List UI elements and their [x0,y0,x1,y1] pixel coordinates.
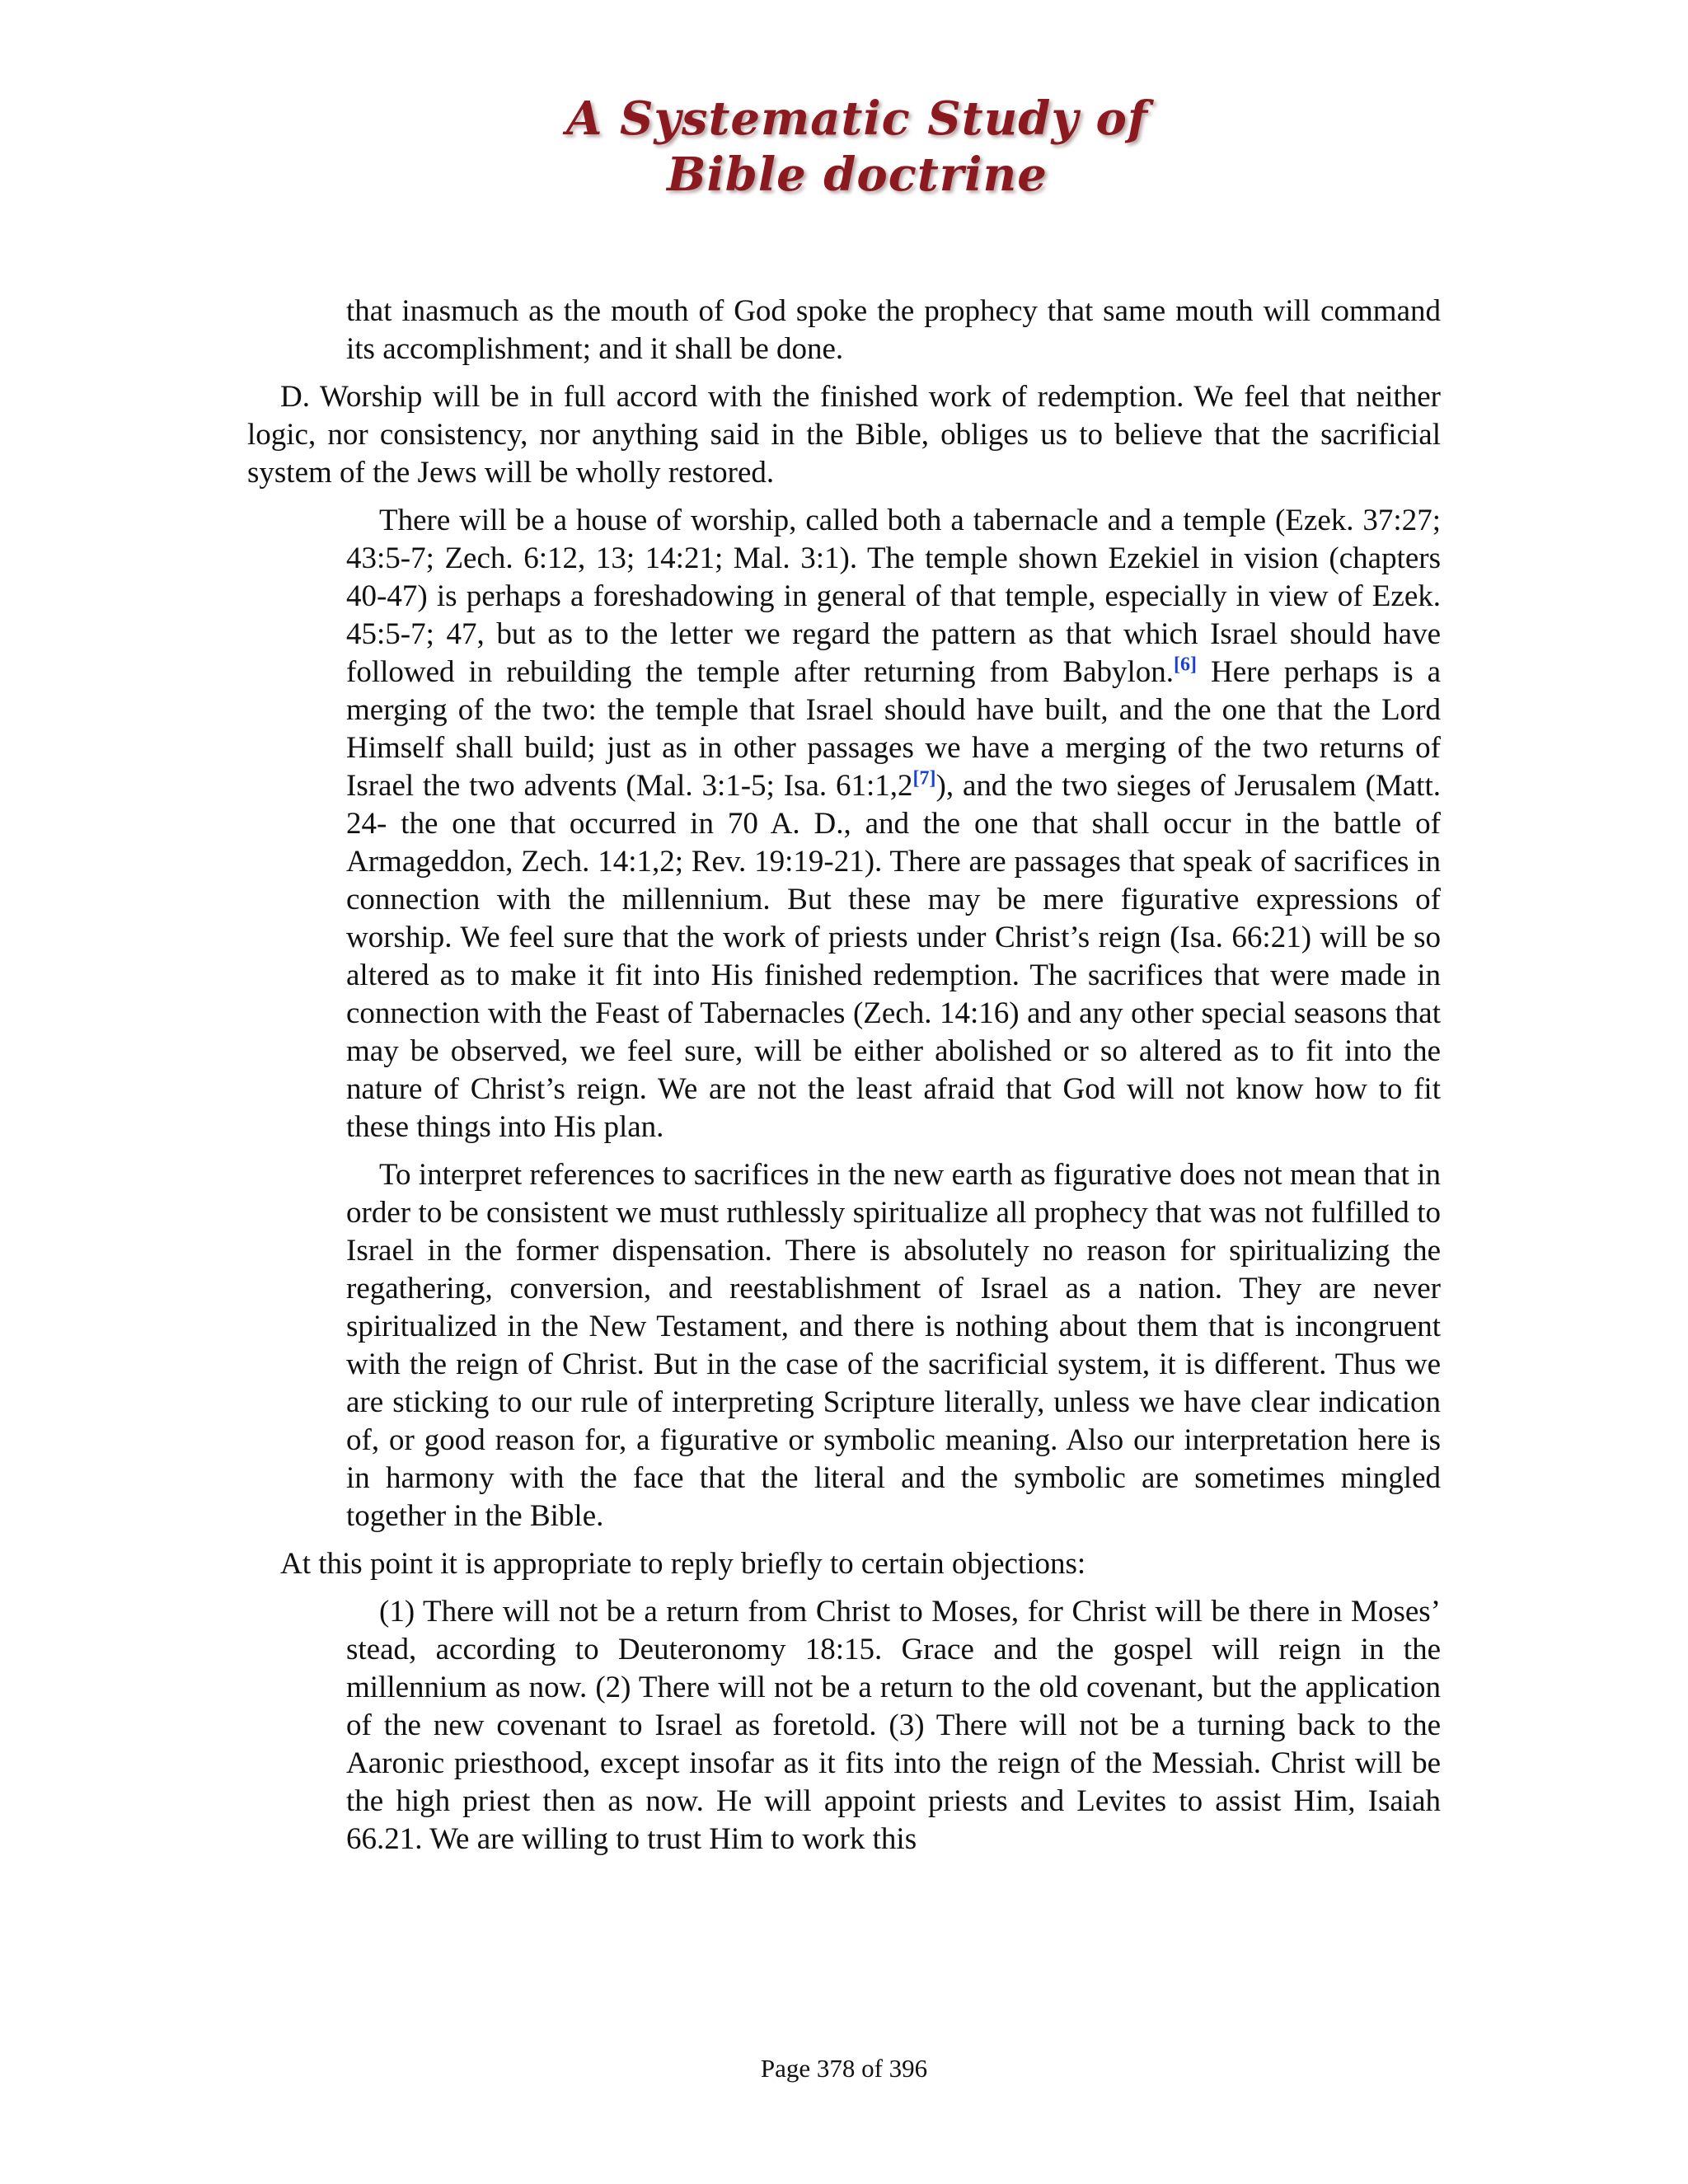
page-number: Page 378 of 396 [760,2054,928,2083]
paragraph-point-d: D. Worship will be in full accord with the finished work of redemption. We feel that neither logic, nor consistency, nor anything said in the Bible, obliges us to believe that the sacrificial system of the Jews will be wholly restored. [247,380,1441,490]
footnote-link-6[interactable]: [6] [1174,654,1198,676]
paragraph-text: Here perhaps is a merging of the two: the temple that Israel should have built, and the one that the Lord Himself shall build; just as in other passages we have a merging of the two returns of Israel the two advents (Mal. 3:1-5; Isa. 61:1,2 [346,655,1441,803]
document-body [247,293,1441,1868]
paragraph-interpret-references: To interpret references to sacrifices in the new earth as figurative does not mean that in order to be consistent we must ruthlessly spiritualize all prophecy that was not fulfilled to Israel in the former dispensation. There is absolutely no reason for spiritualizing the regathering, conversion, and reestablishment of Israel as a nation. They are never spiritualized in the New Testament, and there is nothing about them that is incongruent with the reign of Christ. But in the case of the sacrificial system, it is different. Thus we are sticking to our rule of interpreting Scripture literally, unless we have clear indication of, or good reason for, a figurative or symbolic meaning. Also our interpretation here is in harmony with the face that the literal and the symbolic are sometimes mingled together in the Bible. [346,1158,1441,1533]
paragraph-text: ), and the two sieges of Jerusalem (Matt. 24- the one that occurred in 70 A. D., and the one that shall occur in the battle of Armageddon, Zech. 14:1,2; Rev. 19:19-21). There are passages that speak of sacrifices in connection with the millennium. But these may be mere figurative expressions of worship. We feel sure that the work of priests under Christ’s reign (Isa. 66:21) will be so altered as to make it fit into His finished redemption. The sacrifices that were made in connection with the Feast of Tabernacles (Zech. 14:16) and any other special seasons that may be observed, we feel sure, will be either abolished or so altered as to fit into the nature of Christ’s reign. We are not the least afraid that God will not know how to fit these things into His plan. [346,769,1441,1144]
header-title-line-2: Bible doctrine [667,148,1048,202]
paragraph-house-of-worship [346,502,1441,1146]
paragraph-objections-intro: At this point it is appropriate to reply briefly to certain objections: [280,1547,1086,1581]
page-header [462,91,1253,203]
paragraph-text: There will be a house of worship, called both a tabernacle and a temple (Ezek. 37:27; 43:5-7; Zech. 6:12, 13; 14:21; Mal. 3:1). The temple shown Ezekiel in vision (chapters 40-47) is perhaps a foreshadowing in general of that temple, especially in view of Ezek. 45:5-7; 47, but as to the letter we regard the pattern as that which Israel should have followed in rebuilding the temple after returning from Babylon. [346,504,1441,689]
paragraph-continuation: that inasmuch as the mouth of God spoke the prophecy that same mouth will command its accomplishment; and it shall be done. [346,294,1441,366]
footnote-link-7[interactable]: [7] [912,767,936,790]
header-title-line-1: A Systematic Study of [566,91,1148,146]
paragraph-objections-list: (1) There will not be a return from Christ to Moses, for Christ will be there in Moses’ stead, according to Deuteronomy 18:15. Grace and the gospel will reign in the millennium as now. (2) There will not be a return to the old covenant, but the application of the new covenant to Israel as foretold. (3) There will not be a turning back to the Aaronic priesthood, except insofar as it fits into the reign of the Messiah. Christ will be the high priest then as now. He will appoint priests and Levites to assist Him, Isaiah 66.21. We are willing to trust Him to work this [346,1595,1441,1856]
